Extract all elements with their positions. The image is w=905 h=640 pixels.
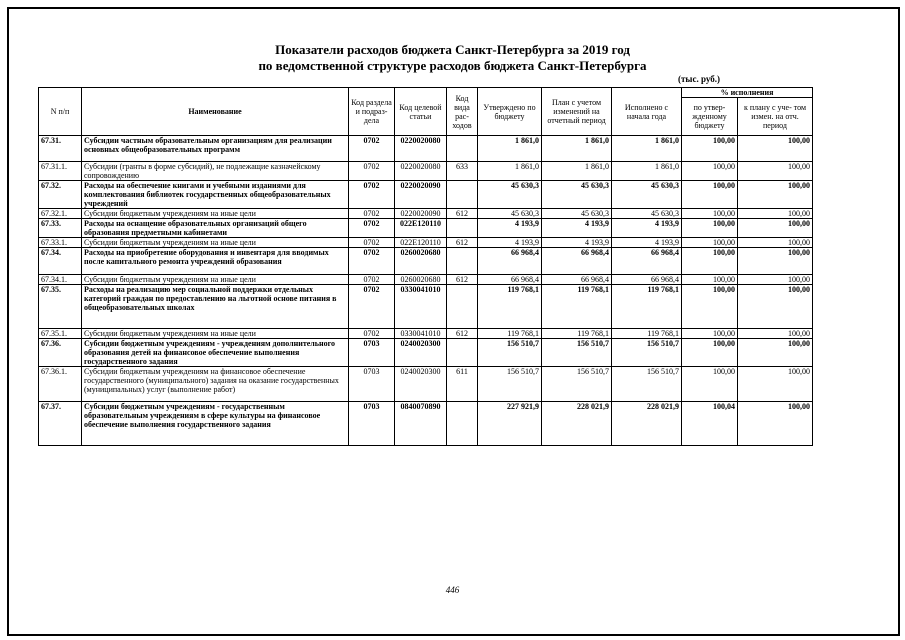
- table-row: [39, 329, 813, 339]
- row-plan: 119 768,1: [542, 285, 612, 329]
- row-vid: [447, 136, 478, 162]
- row-pct-plan: 100,00: [738, 238, 813, 248]
- row-executed: 66 968,4: [612, 275, 682, 285]
- row-executed: 156 510,7: [612, 367, 682, 402]
- row-approved: 4 193,9: [478, 219, 542, 238]
- row-statya: 0260020680: [395, 248, 447, 275]
- row-plan: 1 861,0: [542, 162, 612, 181]
- header-pct-plan: к плану с уче- том измен. на отч. период: [738, 98, 813, 136]
- header-statya: Код целевой статьи: [395, 88, 447, 136]
- row-plan: 4 193,9: [542, 219, 612, 238]
- row-razdel: 0702: [349, 285, 395, 329]
- row-pct-plan: 100,00: [738, 367, 813, 402]
- row-pct-plan: 100,00: [738, 402, 813, 446]
- row-statya: 0220020080: [395, 136, 447, 162]
- row-num: 67.32.1.: [39, 209, 82, 219]
- row-pct-plan: 100,00: [738, 181, 813, 209]
- row-pct-approved: 100,00: [682, 285, 738, 329]
- row-razdel: 0702: [349, 162, 395, 181]
- header-vid: Код вида рас- ходов: [447, 88, 478, 136]
- row-plan: 1 861,0: [542, 136, 612, 162]
- row-executed: 1 861,0: [612, 162, 682, 181]
- row-pct-approved: 100,00: [682, 181, 738, 209]
- row-pct-plan: 100,00: [738, 275, 813, 285]
- row-pct-approved: 100,00: [682, 209, 738, 219]
- row-name: Субсидии бюджетным учреждениям на иные цели: [82, 329, 349, 339]
- row-name: Субсидии бюджетным учреждениям - государственным образовательным учреждениям в сфере культуры на финансовое обеспечение выполнения государственного задания: [82, 402, 349, 446]
- row-num: 67.32.: [39, 181, 82, 209]
- row-pct-plan: 100,00: [738, 219, 813, 238]
- row-executed: 119 768,1: [612, 329, 682, 339]
- row-razdel: 0702: [349, 219, 395, 238]
- row-statya: 0840070890: [395, 402, 447, 446]
- row-num: 67.34.: [39, 248, 82, 275]
- row-razdel: 0702: [349, 275, 395, 285]
- row-name: Субсидии бюджетным учреждениям на финансовое обеспечение государственного (муниципального) задания на оказание государственных (муниципальных) услуг (выполнение работ): [82, 367, 349, 402]
- row-pct-approved: 100,00: [682, 275, 738, 285]
- row-plan: 66 968,4: [542, 275, 612, 285]
- row-statya: 0220020080: [395, 162, 447, 181]
- row-vid: [447, 285, 478, 329]
- row-num: 67.36.1.: [39, 367, 82, 402]
- row-approved: 1 861,0: [478, 136, 542, 162]
- row-name: Субсидии (гранты в форме субсидий), не подлежащие казначейскому сопровождению: [82, 162, 349, 181]
- row-razdel: 0702: [349, 181, 395, 209]
- row-executed: 4 193,9: [612, 238, 682, 248]
- row-approved: 227 921,9: [478, 402, 542, 446]
- row-name: Субсидии частным образовательным организациям для реализации основных общеобразовательных программ: [82, 136, 349, 162]
- table-row: [39, 136, 813, 162]
- table-row: [39, 275, 813, 285]
- row-num: 67.35.: [39, 285, 82, 329]
- row-plan: 45 630,3: [542, 181, 612, 209]
- row-pct-approved: 100,00: [682, 329, 738, 339]
- row-vid: [447, 248, 478, 275]
- row-plan: 66 968,4: [542, 248, 612, 275]
- row-vid: [447, 339, 478, 367]
- row-num: 67.37.: [39, 402, 82, 446]
- row-plan: 228 021,9: [542, 402, 612, 446]
- row-razdel: 0702: [349, 209, 395, 219]
- row-plan: 156 510,7: [542, 367, 612, 402]
- header-pct-approved: по утвер- жденному бюджету: [682, 98, 738, 136]
- row-vid: 612: [447, 275, 478, 285]
- row-razdel: 0702: [349, 248, 395, 275]
- row-razdel: 0702: [349, 136, 395, 162]
- header-plan: План с учетом изменений на отчетный период: [542, 88, 612, 136]
- row-num: 67.31.1.: [39, 162, 82, 181]
- row-pct-approved: 100,00: [682, 136, 738, 162]
- row-pct-approved: 100,00: [682, 162, 738, 181]
- row-vid: [447, 181, 478, 209]
- row-statya: 0220020090: [395, 209, 447, 219]
- row-pct-plan: 100,00: [738, 248, 813, 275]
- header-approved: Утверждено по бюджету: [478, 88, 542, 136]
- row-executed: 4 193,9: [612, 219, 682, 238]
- row-vid: 633: [447, 162, 478, 181]
- row-pct-approved: 100,00: [682, 248, 738, 275]
- row-pct-plan: 100,00: [738, 209, 813, 219]
- row-vid: 612: [447, 209, 478, 219]
- row-statya: 0220020090: [395, 181, 447, 209]
- row-approved: 4 193,9: [478, 238, 542, 248]
- row-statya: 0240020300: [395, 367, 447, 402]
- row-executed: 45 630,3: [612, 209, 682, 219]
- row-plan: 4 193,9: [542, 238, 612, 248]
- row-approved: 45 630,3: [478, 181, 542, 209]
- table-row: [39, 402, 813, 446]
- row-vid: [447, 219, 478, 238]
- row-num: 67.34.1.: [39, 275, 82, 285]
- row-razdel: 0702: [349, 329, 395, 339]
- row-plan: 119 768,1: [542, 329, 612, 339]
- header-pct-group: % исполнения: [682, 88, 813, 98]
- row-name: Расходы на приобретение оборудования и инвентаря для вводимых после капитального ремонта учреждений образования: [82, 248, 349, 275]
- row-pct-approved: 100,00: [682, 219, 738, 238]
- row-pct-plan: 100,00: [738, 162, 813, 181]
- row-pct-plan: 100,00: [738, 329, 813, 339]
- header-name: Наименование: [82, 88, 349, 136]
- row-executed: 119 768,1: [612, 285, 682, 329]
- table-row: [39, 248, 813, 275]
- row-num: 67.33.: [39, 219, 82, 238]
- row-razdel: 0702: [349, 238, 395, 248]
- row-plan: 156 510,7: [542, 339, 612, 367]
- table-row: [39, 367, 813, 402]
- row-approved: 156 510,7: [478, 367, 542, 402]
- row-pct-approved: 100,04: [682, 402, 738, 446]
- row-name: Субсидии бюджетным учреждениям на иные цели: [82, 209, 349, 219]
- row-executed: 156 510,7: [612, 339, 682, 367]
- row-approved: 156 510,7: [478, 339, 542, 367]
- row-statya: 0240020300: [395, 339, 447, 367]
- row-name: Субсидии бюджетным учреждениям на иные цели: [82, 238, 349, 248]
- row-vid: [447, 402, 478, 446]
- row-executed: 45 630,3: [612, 181, 682, 209]
- row-approved: 66 968,4: [478, 248, 542, 275]
- row-pct-approved: 100,00: [682, 238, 738, 248]
- row-num: 67.35.1.: [39, 329, 82, 339]
- row-approved: 119 768,1: [478, 285, 542, 329]
- row-name: Расходы на обеспечение книгами и учебными изданиями для комплектования библиотек государственных общеобразовательных учреждений: [82, 181, 349, 209]
- table-row: [39, 209, 813, 219]
- budget-table: [38, 87, 813, 446]
- row-statya: 0330041010: [395, 329, 447, 339]
- units-label: (тыс. руб.): [678, 74, 720, 84]
- row-executed: 228 021,9: [612, 402, 682, 446]
- row-pct-plan: 100,00: [738, 339, 813, 367]
- row-name: Субсидии бюджетным учреждениям на иные цели: [82, 275, 349, 285]
- header-executed: Исполнено с начала года: [612, 88, 682, 136]
- row-razdel: 0703: [349, 367, 395, 402]
- row-approved: 45 630,3: [478, 209, 542, 219]
- row-name: Субсидии бюджетным учреждениям - учреждениям дополнительного образования детей на финансовое обеспечение выполнения государственного задания: [82, 339, 349, 367]
- table-row: [39, 162, 813, 181]
- row-executed: 1 861,0: [612, 136, 682, 162]
- row-approved: 1 861,0: [478, 162, 542, 181]
- header-razdel: Код раздела и подраз- дела: [349, 88, 395, 136]
- table-body: [39, 136, 813, 446]
- row-vid: 611: [447, 367, 478, 402]
- table-row: [39, 339, 813, 367]
- row-vid: 612: [447, 329, 478, 339]
- row-razdel: 0703: [349, 339, 395, 367]
- row-approved: 119 768,1: [478, 329, 542, 339]
- page-number: 446: [445, 585, 460, 595]
- row-num: 67.31.: [39, 136, 82, 162]
- report-title-line2: по ведомственной структуре расходов бюджета Санкт-Петербурга: [258, 58, 647, 73]
- row-pct-plan: 100,00: [738, 285, 813, 329]
- row-name: Расходы на реализацию мер социальной поддержки отдельных категорий граждан по предоставлению на льготной основе питания в общеобразовательных школах: [82, 285, 349, 329]
- row-razdel: 0703: [349, 402, 395, 446]
- row-pct-approved: 100,00: [682, 367, 738, 402]
- row-statya: 022E120110: [395, 238, 447, 248]
- report-title-line1: Показатели расходов бюджета Санкт-Петербурга за 2019 год: [275, 42, 630, 57]
- row-pct-approved: 100,00: [682, 339, 738, 367]
- row-plan: 45 630,3: [542, 209, 612, 219]
- row-executed: 66 968,4: [612, 248, 682, 275]
- row-pct-plan: 100,00: [738, 136, 813, 162]
- row-statya: 0260020680: [395, 275, 447, 285]
- table-row: [39, 181, 813, 209]
- row-statya: 022E120110: [395, 219, 447, 238]
- table-row: [39, 285, 813, 329]
- table-row: [39, 238, 813, 248]
- row-num: 67.33.1.: [39, 238, 82, 248]
- row-approved: 66 968,4: [478, 275, 542, 285]
- header-num: N п/п: [39, 88, 82, 136]
- row-name: Расходы на оснащение образовательных организаций общего образования предметными кабинетами: [82, 219, 349, 238]
- row-num: 67.36.: [39, 339, 82, 367]
- row-statya: 0330041010: [395, 285, 447, 329]
- table-row: [39, 219, 813, 238]
- row-vid: 612: [447, 238, 478, 248]
